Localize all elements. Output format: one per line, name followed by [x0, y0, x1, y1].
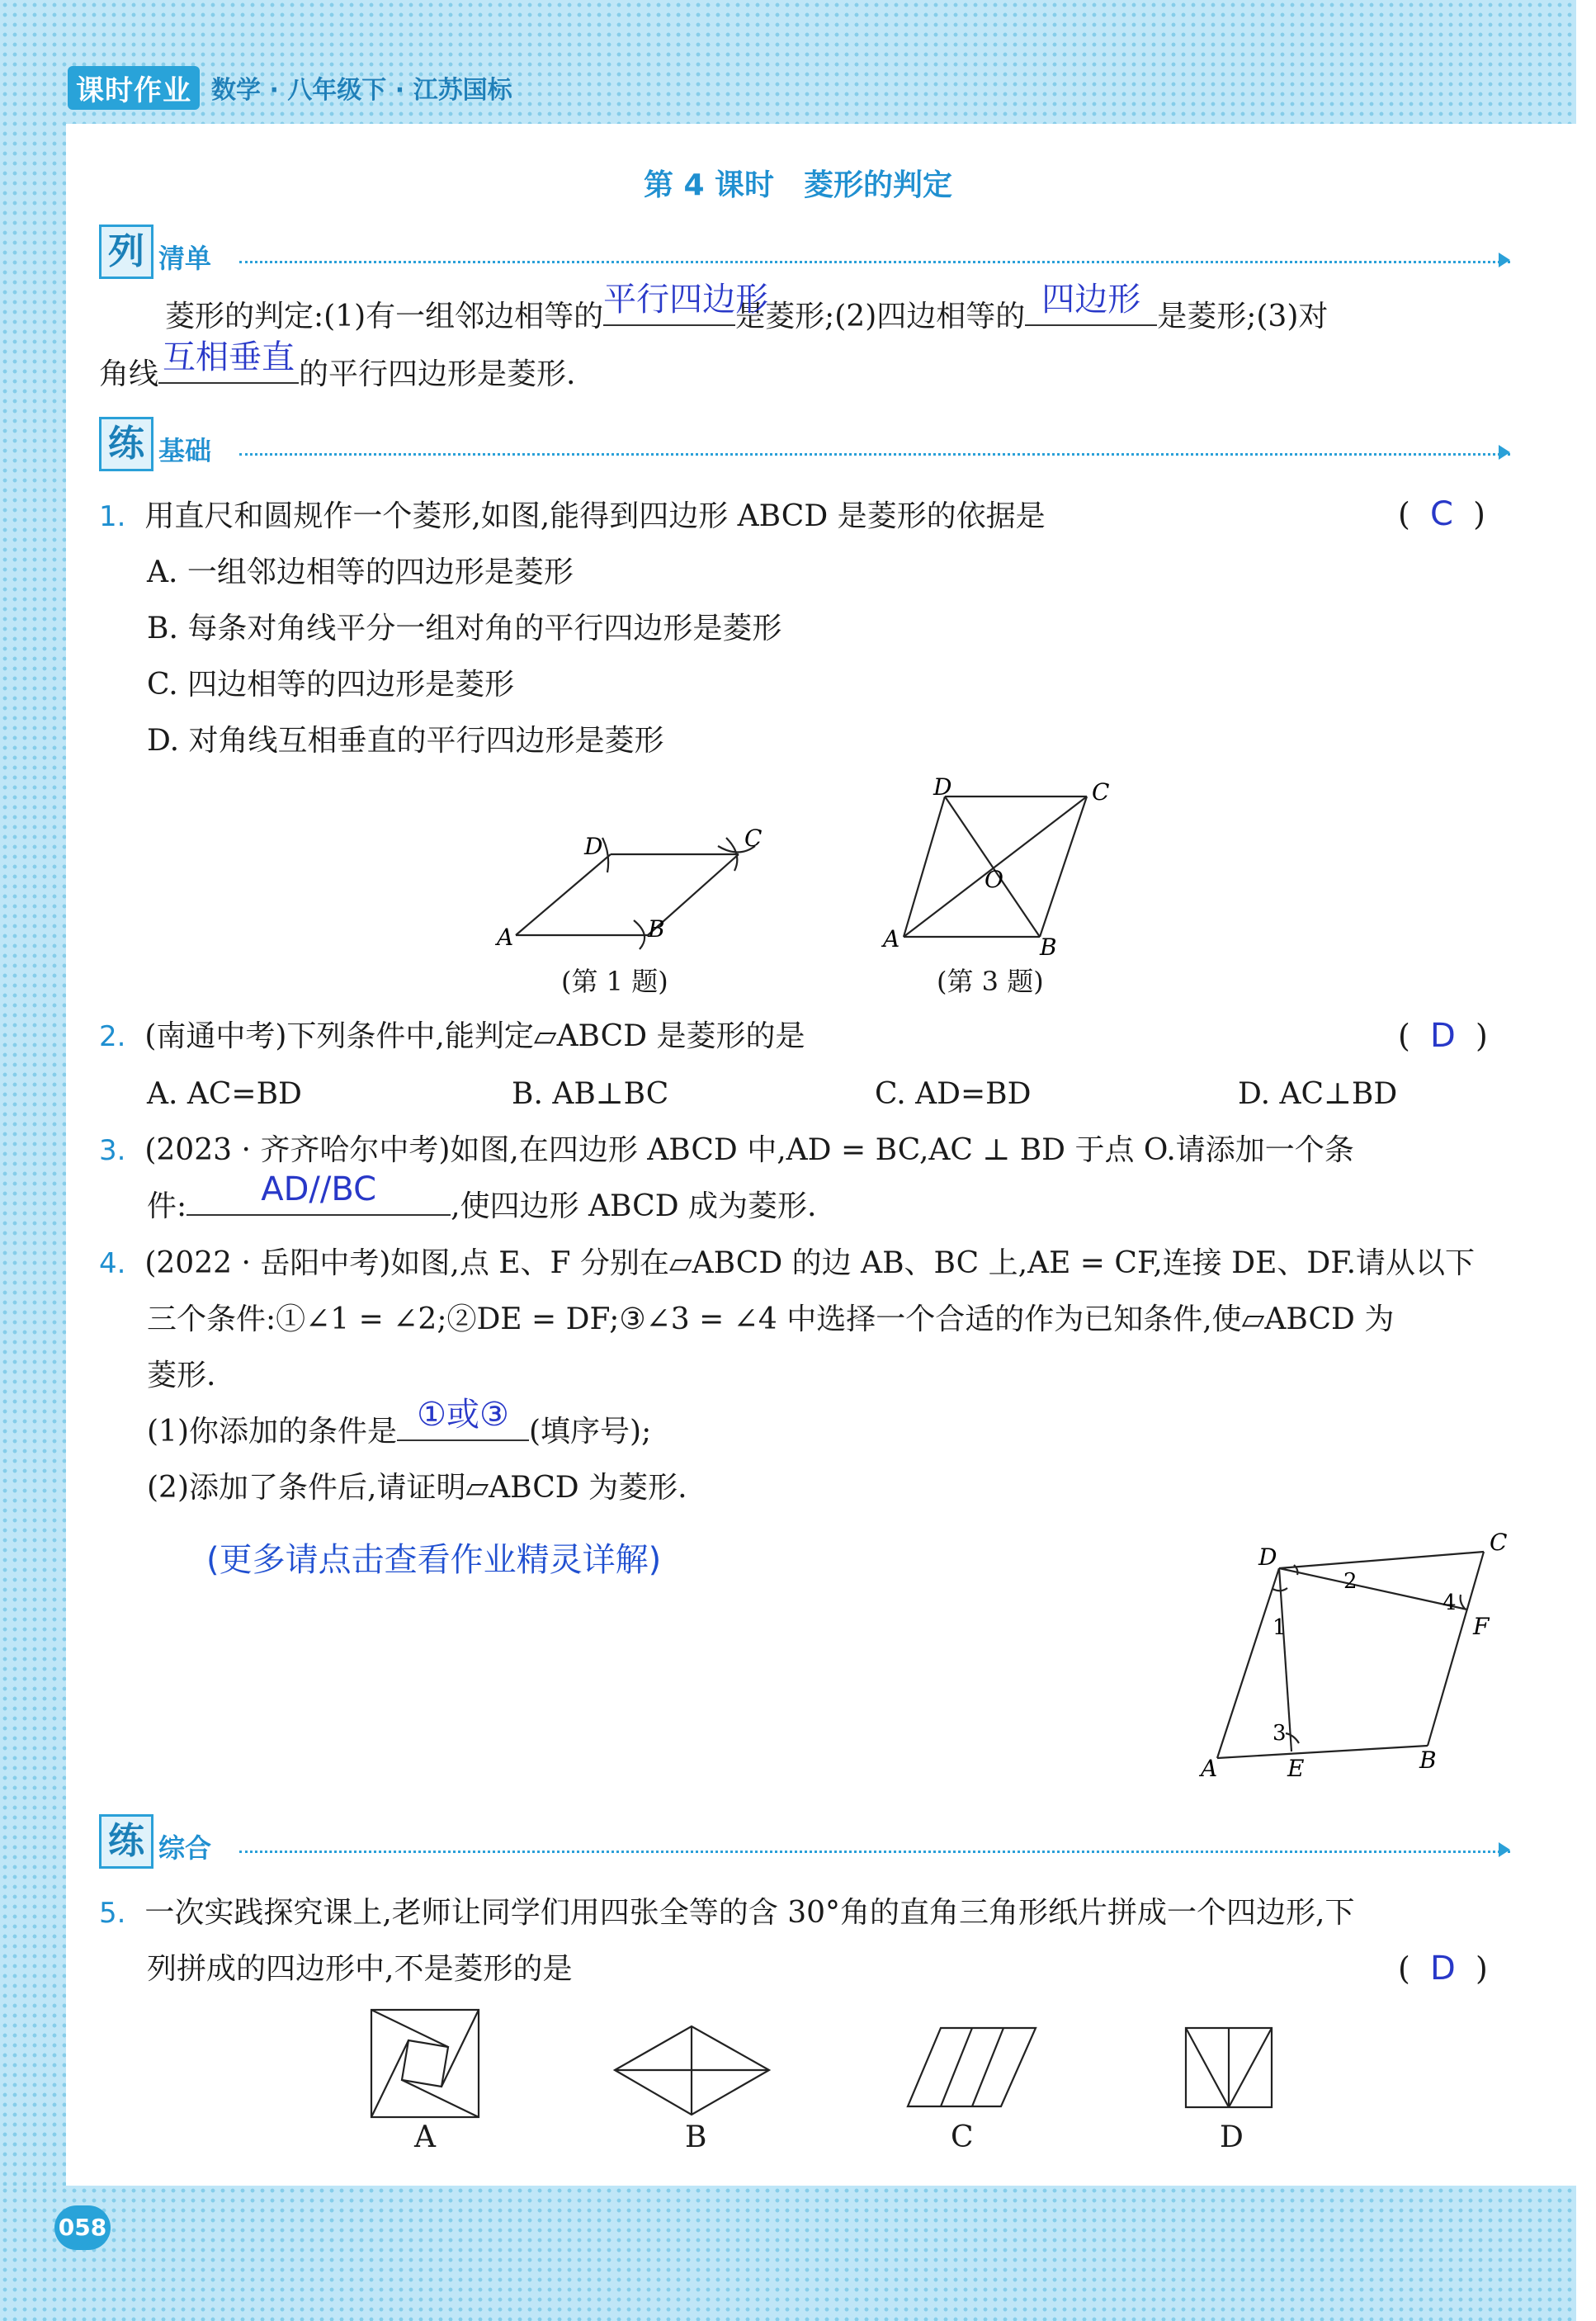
section-divider	[239, 453, 1510, 456]
angle-label-2: 2	[1343, 1569, 1358, 1594]
q4-line-2: 三个条件:①∠1 = ∠2;②DE = DF;③∠3 = ∠4 中选择一个合适的作为已知条件,使▱ABCD 为	[147, 1302, 1395, 1336]
q2-stem: 2. (南通中考)下列条件中,能判定▱ABCD 是菱形的是	[99, 1019, 805, 1053]
practice-badge-icon: 练	[99, 1814, 153, 1869]
q5-answer: ( D )	[1398, 1950, 1488, 1988]
angle-label-1: 1	[1273, 1615, 1287, 1640]
point-label-b: B	[1040, 934, 1057, 961]
summary-blank-2[interactable]: 四边形	[1025, 324, 1157, 326]
point-label-o: O	[985, 866, 1003, 893]
arrow-right-icon	[1499, 1842, 1510, 1857]
summary-line-1: 菱形的判定:(1)有一组邻边相等的 平行四边形 是菱形;(2)四边相等的 四边形 是菱形;(3)对	[165, 281, 1329, 333]
q5-label-a: A	[414, 2120, 436, 2154]
section-label: 基础	[158, 435, 212, 466]
arrow-right-icon	[1499, 445, 1510, 460]
q5-figure-b	[611, 2022, 776, 2121]
q1-stem: 1. 用直尺和圆规作一个菱形,如图,能得到四边形 ABCD 是菱形的依据是	[99, 499, 1046, 533]
q5-label-c: C	[951, 2120, 974, 2154]
point-label-b: B	[1419, 1747, 1437, 1774]
q5-figure-a	[367, 2006, 491, 2130]
section-list	[99, 225, 1510, 282]
q2-option-a: A. AC=BD	[147, 1077, 302, 1111]
q4-sub-2: (2)添加了条件后,请证明▱ABCD 为菱形.	[147, 1471, 687, 1505]
q4-line-3: 菱形.	[147, 1359, 216, 1392]
more-solutions-link[interactable]: (更多请点击查看作业精灵详解)	[206, 1541, 662, 1579]
point-label-d: D	[933, 773, 952, 801]
point-label-c: C	[744, 825, 763, 852]
section-basic	[99, 417, 1510, 475]
brand-logo: 课时作业	[68, 66, 200, 110]
section-divider	[239, 261, 1510, 263]
q5-line-2: 列拼成的四边形中,不是菱形的是	[147, 1952, 573, 1986]
summary-line-2: 角线 互相垂直 的平行四边形是菱形.	[99, 338, 576, 391]
point-label-f: F	[1473, 1613, 1490, 1640]
q4-sub-1: (1)你添加的条件是 ①或③ (填序号);	[147, 1396, 652, 1449]
q5-label-b: B	[685, 2120, 707, 2154]
angle-label-3: 3	[1273, 1721, 1287, 1746]
section-label: 清单	[158, 243, 212, 274]
left-frame	[0, 0, 66, 2321]
q4-figure	[1197, 1527, 1527, 1799]
q1-option-d: D. 对角线互相垂直的平行四边形是菱形	[147, 724, 664, 758]
q2-option-c: C. AD=BD	[875, 1077, 1032, 1111]
right-margin	[1576, 0, 1596, 2321]
practice-badge-icon: 练	[99, 417, 153, 471]
point-label-a: A	[1201, 1755, 1218, 1782]
header-brand	[68, 68, 512, 107]
point-label-a: A	[497, 924, 514, 951]
q4-blank[interactable]: ①或③	[397, 1439, 529, 1441]
q3-blank[interactable]: AD//BC	[187, 1214, 451, 1216]
q3-line-2: 件: AD//BC ,使四边形 ABCD 成为菱形.	[147, 1170, 817, 1223]
q1-answer: ( C )	[1398, 495, 1485, 533]
section-comprehensive	[99, 1814, 1510, 1872]
page-number: 058	[54, 2205, 111, 2250]
point-label-c: C	[1092, 778, 1110, 806]
q2-option-b: B. AB⊥BC	[512, 1077, 669, 1111]
point-label-a: A	[883, 925, 900, 953]
angle-label-4: 4	[1443, 1591, 1457, 1615]
q5-figure-c	[904, 2024, 1052, 2115]
q2-answer: ( D )	[1398, 1017, 1488, 1055]
q1-option-c: C. 四边相等的四边形是菱形	[147, 668, 515, 702]
point-label-d: D	[1258, 1543, 1277, 1571]
bottom-frame	[0, 2186, 1596, 2321]
arrow-right-icon	[1499, 253, 1510, 267]
point-label-e: E	[1287, 1755, 1305, 1782]
brand-subtitle: 数学 · 八年级下 · 江苏国标	[211, 76, 512, 105]
q3-figure	[879, 772, 1126, 962]
q1-option-b: B. 每条对角线平分一组对角的平行四边形是菱形	[147, 612, 782, 645]
list-badge-icon: 列	[99, 225, 153, 279]
q4-line-1: 4. (2022 · 岳阳中考)如图,点 E、F 分别在▱ABCD 的边 AB、BC 上,AE = CF,连接 DE、DF.请从以下	[99, 1246, 1476, 1280]
q2-option-d: D. AC⊥BD	[1238, 1077, 1398, 1111]
q1-figure-caption: (第 1 题)	[561, 966, 668, 997]
q3-figure-caption: (第 3 题)	[937, 966, 1044, 997]
q5-label-d: D	[1220, 2120, 1244, 2154]
point-label-c: C	[1490, 1529, 1508, 1556]
section-label: 综合	[158, 1832, 212, 1864]
q5-figure-d	[1182, 2024, 1281, 2115]
lesson-title: 第 4 课时 菱形的判定	[643, 168, 953, 202]
summary-blank-3[interactable]: 互相垂直	[158, 382, 299, 384]
q3-line-1: 3. (2023 · 齐齐哈尔中考)如图,在四边形 ABCD 中,AD = BC,AC ⊥ BD 于点 O.请添加一个条	[99, 1133, 1354, 1167]
q5-line-1: 5. 一次实践探究课上,老师让同学们用四张全等的含 30°角的直角三角形纸片拼成一个四边形,下	[99, 1896, 1355, 1930]
summary-blank-1[interactable]: 平行四边形	[603, 324, 735, 326]
q1-option-a: A. 一组邻边相等的四边形是菱形	[147, 555, 574, 589]
point-label-d: D	[584, 833, 603, 860]
point-label-b: B	[648, 915, 665, 943]
section-divider	[239, 1851, 1510, 1853]
